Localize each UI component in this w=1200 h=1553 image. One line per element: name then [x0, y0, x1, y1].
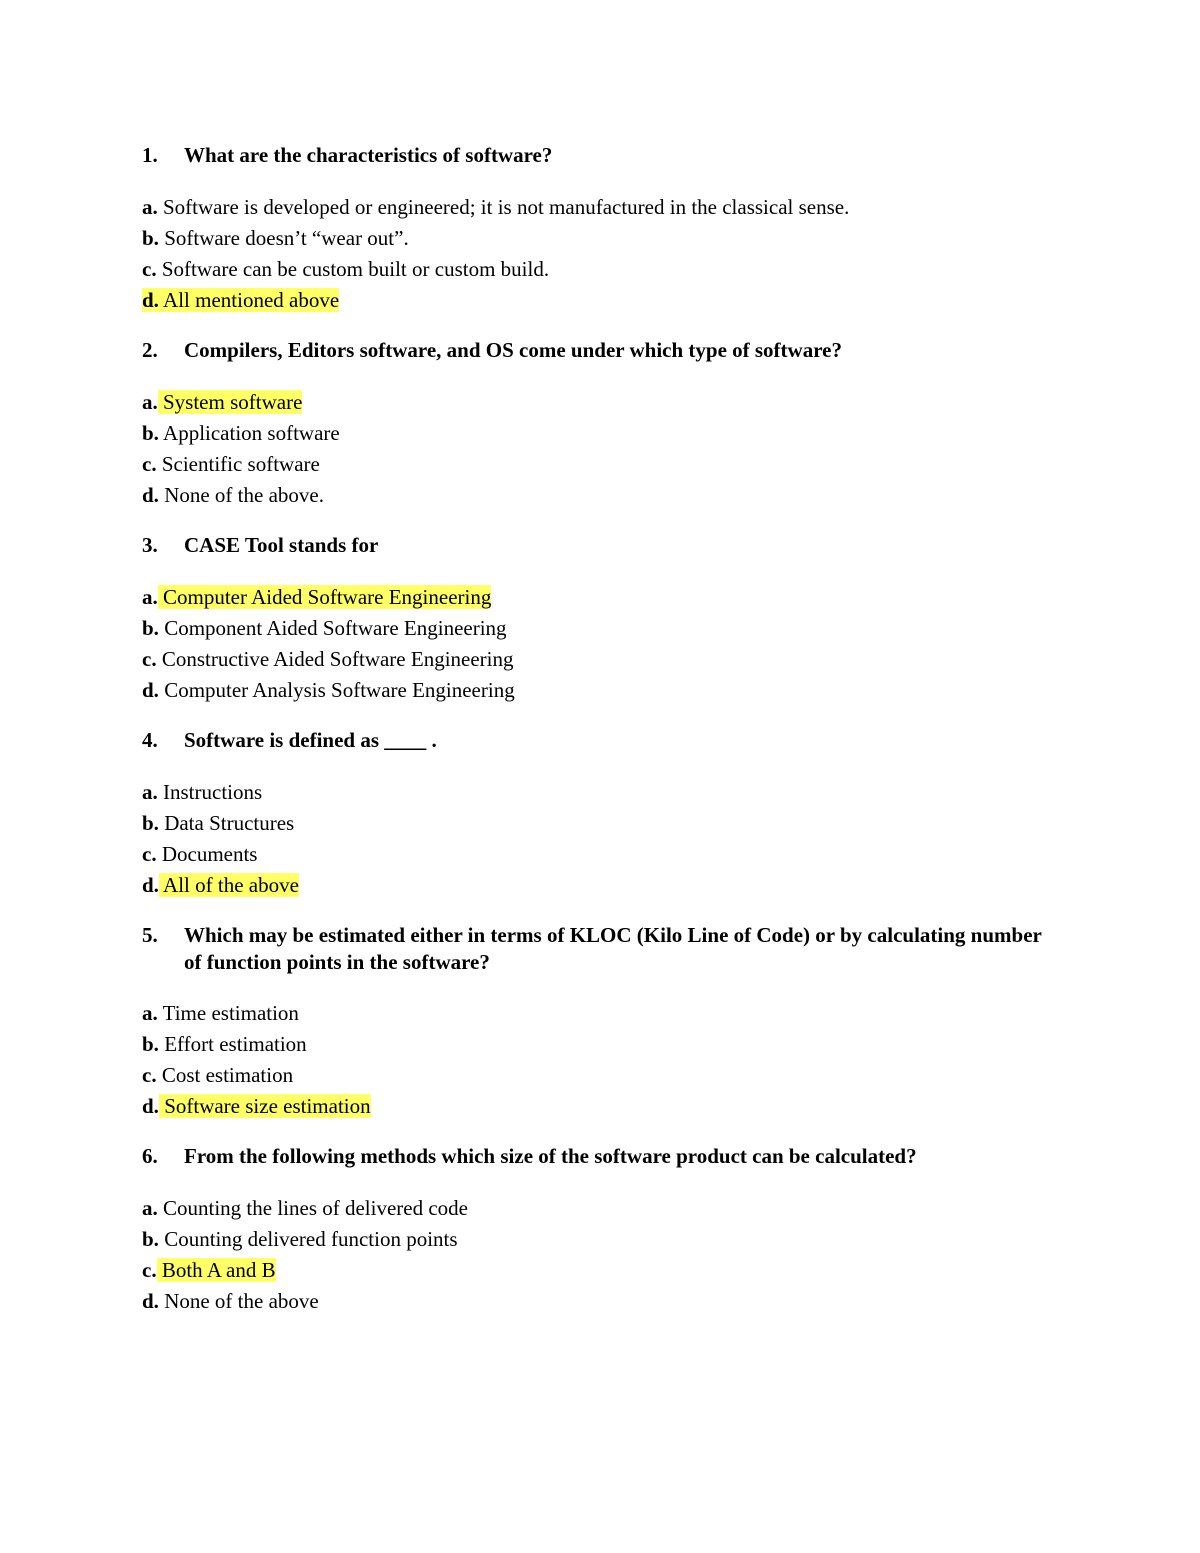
question-text: CASE Tool stands for: [184, 533, 379, 557]
answer-highlight: System software: [157, 390, 303, 414]
question-number: 2.: [142, 338, 158, 362]
option-letter: c.: [142, 1063, 157, 1087]
option-text: Computer Analysis Software Engineering: [158, 678, 515, 702]
option-3b: [142, 615, 507, 641]
option-letter: d.: [142, 873, 159, 897]
option-text: Software doesn’t “wear out”.: [158, 226, 409, 250]
option-text: Counting the lines of delivered code: [157, 1196, 469, 1220]
option-5c: [142, 1062, 293, 1088]
option-1d-answer: [142, 287, 339, 313]
option-text: None of the above: [158, 1289, 319, 1313]
question-number: 1.: [142, 143, 158, 167]
question-6: [142, 1143, 1042, 1170]
option-2b: [142, 420, 340, 446]
option-text: Time estimation: [157, 1001, 299, 1025]
question-4: [142, 727, 1042, 754]
option-letter: a.: [142, 390, 158, 414]
option-text: Data Structures: [158, 811, 295, 835]
option-text: None of the above.: [158, 483, 324, 507]
option-5b: [142, 1031, 307, 1057]
option-text: Scientific software: [156, 452, 320, 476]
option-5d-answer: [142, 1093, 371, 1119]
option-text: Counting delivered function points: [158, 1227, 458, 1251]
question-text: Which may be estimated either in terms of KLOC (Kilo Line of Code) or by calculating number of function points in the software?: [184, 923, 1042, 974]
option-letter: d.: [142, 1094, 159, 1118]
option-letter: a.: [142, 780, 158, 804]
option-3d: [142, 677, 515, 703]
option-3c: [142, 646, 514, 672]
option-4b: [142, 810, 294, 836]
option-letter: b.: [142, 1032, 159, 1056]
option-letter: b.: [142, 811, 159, 835]
option-text: Software is developed or engineered; it is not manufactured in the classical sense.: [157, 195, 850, 219]
option-letter: c.: [142, 452, 157, 476]
option-letter: d.: [142, 678, 159, 702]
option-letter: a.: [142, 1001, 158, 1025]
option-1c: [142, 256, 549, 282]
answer-highlight: [142, 288, 339, 312]
option-letter: a.: [142, 1196, 158, 1220]
question-text: From the following methods which size of the software product can be calculated?: [184, 1144, 917, 1168]
option-text: Effort estimation: [158, 1032, 307, 1056]
option-letter: c.: [142, 257, 157, 281]
option-letter: c.: [142, 1258, 157, 1282]
option-text: All mentioned above: [158, 288, 340, 312]
question-3: [142, 532, 1042, 559]
option-text: Cost estimation: [156, 1063, 294, 1087]
option-letter: d.: [142, 288, 159, 312]
option-6d: [142, 1288, 319, 1314]
answer-highlight: All of the above: [158, 873, 299, 897]
option-1b: [142, 225, 409, 251]
option-text: Instructions: [157, 780, 263, 804]
option-1a: [142, 194, 849, 220]
option-3a-answer: [142, 584, 491, 610]
question-number: 5.: [142, 923, 158, 947]
option-4a: [142, 779, 262, 805]
option-2a-answer: [142, 389, 302, 415]
option-text: Component Aided Software Engineering: [158, 616, 507, 640]
option-letter: b.: [142, 226, 159, 250]
question-1: [142, 142, 1042, 169]
option-4c: [142, 841, 257, 867]
option-6c-answer: [142, 1257, 276, 1283]
answer-highlight: Software size estimation: [158, 1094, 371, 1118]
question-number: 3.: [142, 533, 158, 557]
question-5: [142, 922, 1042, 976]
question-text: Compilers, Editors software, and OS come under which type of software?: [184, 338, 842, 362]
option-letter: c.: [142, 647, 157, 671]
option-2c: [142, 451, 320, 477]
option-letter: b.: [142, 1227, 159, 1251]
option-letter: a.: [142, 195, 158, 219]
question-number: 4.: [142, 728, 158, 752]
question-2: [142, 337, 1042, 364]
option-5a: [142, 1000, 299, 1026]
option-letter: b.: [142, 421, 159, 445]
option-4d-answer: [142, 872, 299, 898]
option-text: Constructive Aided Software Engineering: [156, 647, 514, 671]
option-letter: d.: [142, 483, 159, 507]
option-2d: [142, 482, 324, 508]
question-text: Software is defined as ____ .: [184, 728, 437, 752]
option-letter: a.: [142, 585, 158, 609]
question-number: 6.: [142, 1144, 158, 1168]
answer-highlight: Both A and B: [156, 1258, 276, 1282]
option-6a: [142, 1195, 468, 1221]
question-text: What are the characteristics of software?: [184, 143, 553, 167]
option-letter: b.: [142, 616, 159, 640]
option-text: Application software: [158, 421, 340, 445]
option-letter: d.: [142, 1289, 159, 1313]
option-letter: c.: [142, 842, 157, 866]
answer-highlight: Computer Aided Software Engineering: [157, 585, 492, 609]
option-text: Software can be custom built or custom build.: [156, 257, 550, 281]
option-6b: [142, 1226, 458, 1252]
option-text: Documents: [156, 842, 258, 866]
